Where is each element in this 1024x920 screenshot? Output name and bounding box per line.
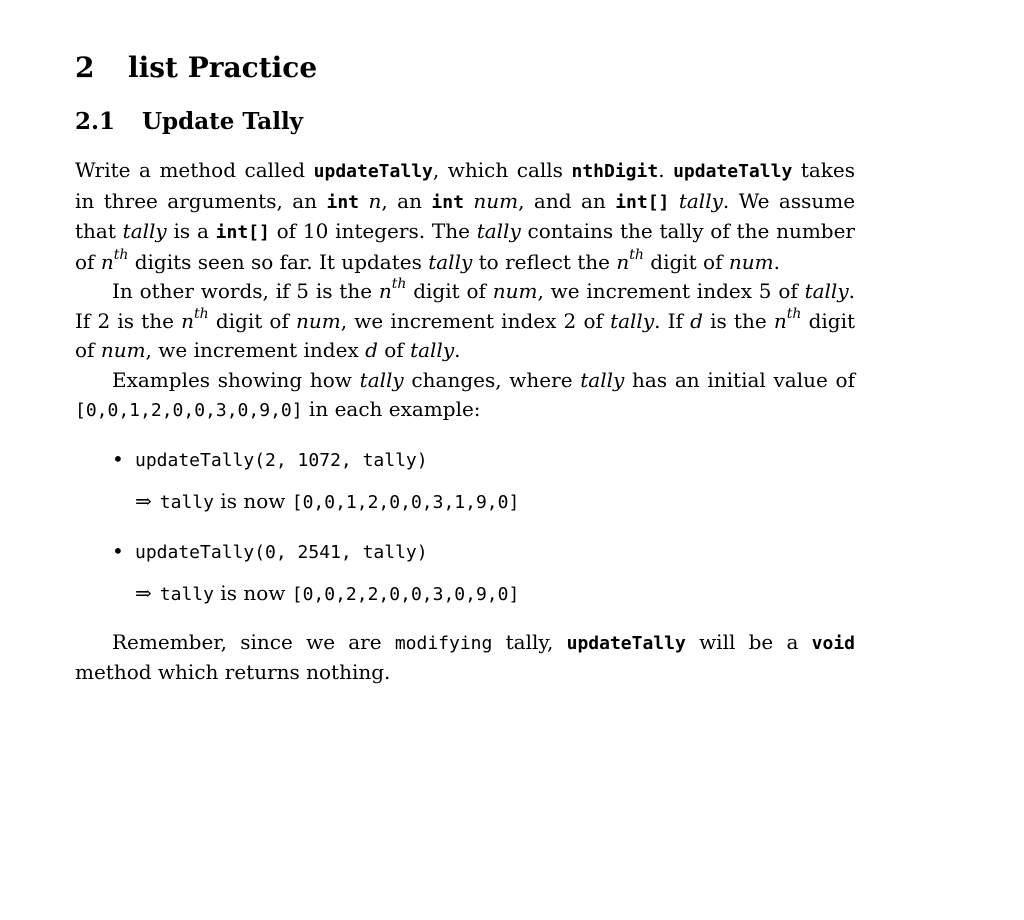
text-run: , we increment index xyxy=(145,338,366,362)
math-var: tally xyxy=(410,338,455,362)
text-run: digit of xyxy=(75,308,856,362)
code-call: updateTally(0, 2541, tally) xyxy=(135,541,428,563)
text-run: . If 2 is the xyxy=(75,279,855,333)
code-result-value: [0,0,1,2,0,0,3,1,9,0] xyxy=(291,491,520,513)
implies-arrow-icon: ⇒ xyxy=(135,488,152,513)
code-type: int xyxy=(326,191,360,213)
text-run: in each example: xyxy=(302,397,481,421)
list-item xyxy=(75,536,855,610)
math-var: num xyxy=(728,249,774,274)
text-run: has an initial value of xyxy=(624,367,855,392)
math-var: d xyxy=(690,308,703,333)
text-run: takes in three arguments, an xyxy=(75,158,856,213)
text-run: Examples showing how xyxy=(112,367,360,392)
subsection-number: 2.1 xyxy=(75,108,116,135)
section-title: list Practice xyxy=(128,51,318,84)
bullet-icon: • xyxy=(112,538,124,563)
text-run: is a xyxy=(166,219,216,243)
code-type: int[] xyxy=(615,191,670,213)
code-helper-name: nthDigit xyxy=(571,161,659,182)
superscript: th xyxy=(786,305,802,322)
code-keyword: void xyxy=(811,632,856,654)
math-var: tally xyxy=(610,308,655,333)
text-run: . xyxy=(658,158,674,182)
code-keyword: modifying xyxy=(394,632,493,654)
implies-arrow-icon: ⇒ xyxy=(135,580,152,605)
code-call: updateTally(2, 1072, tally) xyxy=(135,449,428,471)
math-var: tally xyxy=(804,279,849,303)
text-run: changes, where xyxy=(403,367,581,392)
math-var: num xyxy=(296,308,341,333)
text-run: to reflect the xyxy=(472,249,617,274)
examples-intro-paragraph xyxy=(75,366,855,426)
math-var: n xyxy=(616,249,630,274)
math-var: n xyxy=(100,249,114,274)
text-run: , which calls xyxy=(432,158,572,182)
example-result xyxy=(135,486,855,518)
code-method-name: updateTally xyxy=(673,161,793,182)
code-var: tally xyxy=(159,491,214,513)
superscript: th xyxy=(391,276,407,293)
math-var: n xyxy=(773,308,787,333)
superscript: th xyxy=(194,305,209,322)
math-var: tally xyxy=(428,249,473,274)
code-method-name: updateTally xyxy=(566,632,686,654)
text-run: digit of xyxy=(208,308,297,333)
text-run: . xyxy=(773,249,780,274)
example-call xyxy=(135,536,855,568)
section-number: 2 xyxy=(75,51,95,84)
text-run: tally, xyxy=(492,629,567,654)
math-var: num xyxy=(100,338,146,362)
math-var: num xyxy=(492,279,538,303)
text-run: digits seen so far. It updates xyxy=(128,249,429,274)
text-run: , we increment index 5 of xyxy=(537,279,805,303)
intro-paragraph xyxy=(75,156,855,277)
text-run: of 10 integers. The xyxy=(269,219,477,243)
text-run: Write a method called xyxy=(75,158,314,182)
text-run: method which returns nothing. xyxy=(75,660,391,684)
math-var: tally xyxy=(678,188,723,213)
code-initial-value: [0,0,1,2,0,0,3,0,9,0] xyxy=(75,400,303,421)
superscript: th xyxy=(113,246,129,263)
math-var: num xyxy=(473,188,519,213)
math-var: d xyxy=(365,338,378,362)
math-var: n xyxy=(378,279,392,303)
text-run: will be a xyxy=(685,629,812,654)
list-item xyxy=(75,444,855,518)
math-var: n xyxy=(368,188,382,213)
text-run: contains the tally of the number of xyxy=(75,219,855,274)
code-var: tally xyxy=(159,583,214,605)
math-var: tally xyxy=(359,367,404,392)
math-var: tally xyxy=(122,219,167,243)
bullet-icon: • xyxy=(112,446,124,471)
examples-list xyxy=(75,444,855,610)
text-run: digit of xyxy=(406,279,493,303)
math-var: tally xyxy=(580,367,625,392)
explanation-paragraph xyxy=(75,277,855,366)
text-run: , an xyxy=(381,188,432,213)
code-type: int xyxy=(431,191,464,213)
section-heading xyxy=(75,44,855,92)
text-run: is the xyxy=(702,308,774,333)
text-run: of xyxy=(377,338,411,362)
remember-paragraph xyxy=(75,628,855,688)
subsection-heading xyxy=(75,102,855,142)
text-run: . If xyxy=(654,308,691,333)
text-run: digit of xyxy=(643,249,729,274)
text-run: is now xyxy=(213,580,292,605)
example-result xyxy=(135,578,855,610)
text-run: Remember, since we are xyxy=(112,629,395,654)
example-call xyxy=(135,444,855,476)
text-run: . xyxy=(454,338,461,362)
document-page xyxy=(75,44,855,688)
text-run: , we increment index 2 of xyxy=(340,308,611,333)
code-method-name: updateTally xyxy=(313,161,433,182)
text-run: . We assume that xyxy=(75,188,856,243)
subsection-title: Update Tally xyxy=(142,108,304,135)
code-type: int[] xyxy=(215,222,270,243)
superscript: th xyxy=(629,246,644,263)
text-run: is now xyxy=(213,488,292,513)
text-run: , and an xyxy=(518,188,616,213)
math-var: n xyxy=(181,308,194,333)
code-result-value: [0,0,2,2,0,0,3,0,9,0] xyxy=(291,583,520,605)
text-run: In other words, if 5 is the xyxy=(112,279,379,303)
math-var: tally xyxy=(476,219,521,243)
